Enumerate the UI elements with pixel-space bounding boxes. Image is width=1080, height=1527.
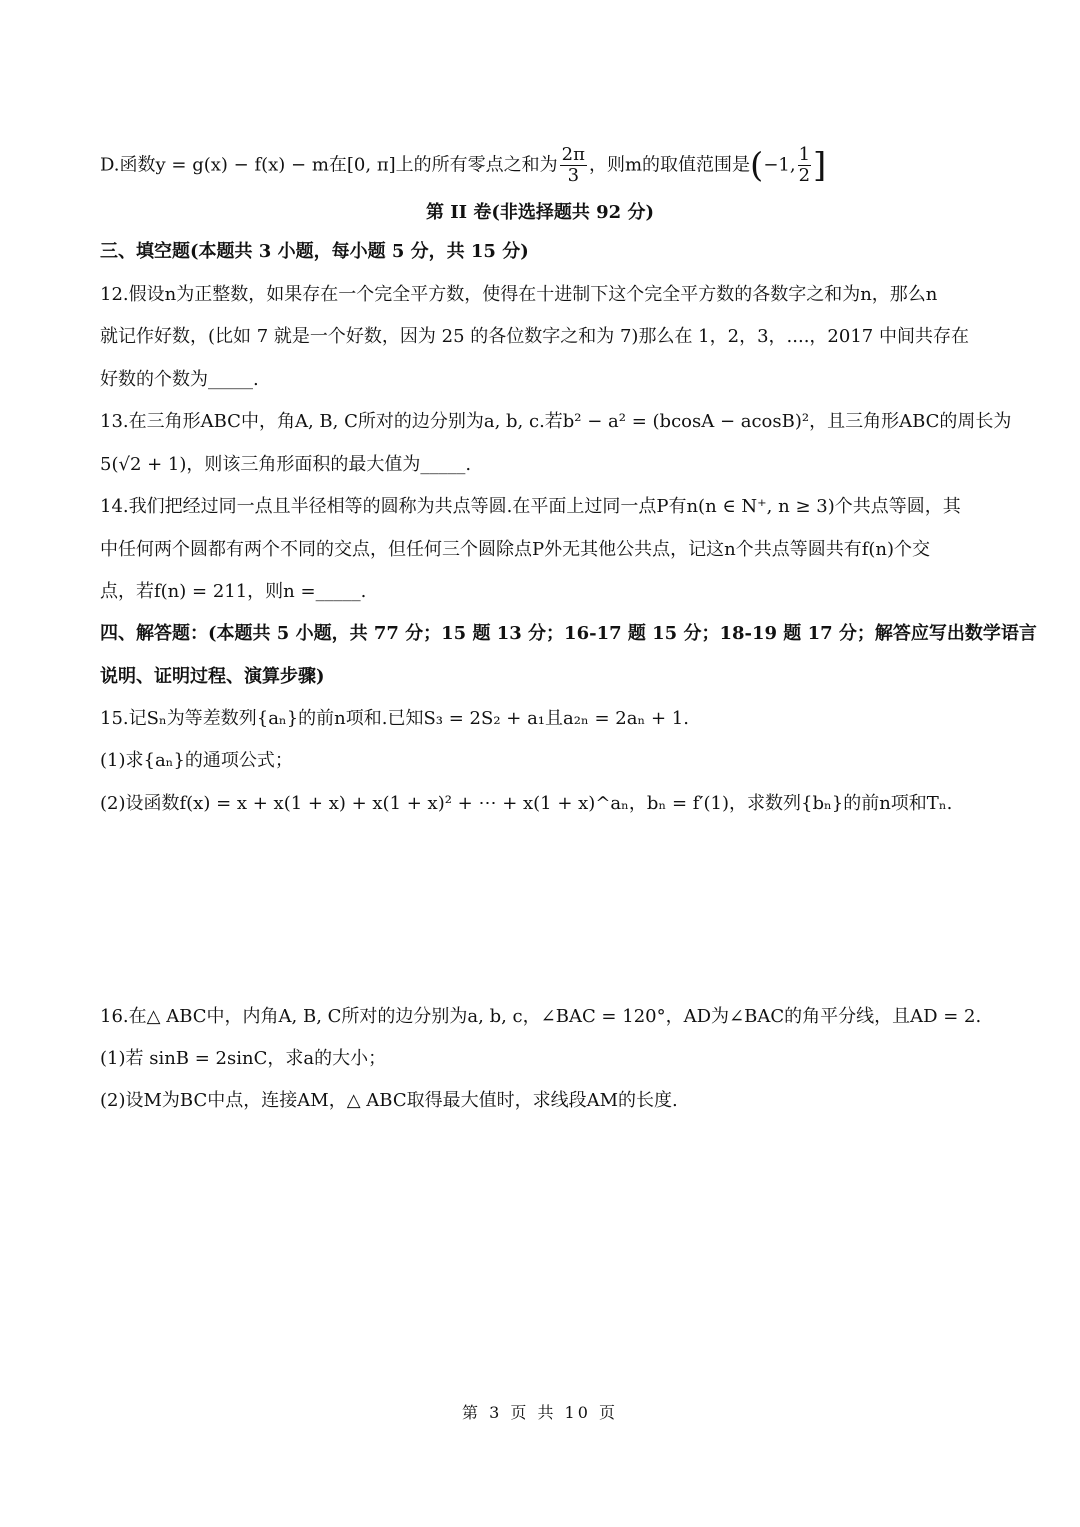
q12-line-2: 就记作好数，(比如 7 就是一个好数，因为 25 的各位数字之和为 7)那么在 1，2，3，....，2017 中间共存在 (100, 326, 969, 347)
part3-title: 三、填空题(本题共 3 小题，每小题 5 分，共 15 分) (100, 241, 529, 262)
q13-line-2: 5(√2 + 1)，则该三角形面积的最大值为_____. (100, 454, 472, 475)
fraction-2pi-3: $\frac{2\pi}{3}$ (561, 144, 585, 186)
q16-line-1: 16.在△ ABC中，内角A, B, C所对的边分别为a, b, c，∠BAC = 120°，AD为∠BAC的角平分线，且AD = 2. (100, 1006, 982, 1027)
range-start: −1, (763, 154, 796, 176)
option-d (100, 145, 985, 185)
section-title: 第 II 卷(非选择题共 92 分) (426, 202, 654, 223)
q14-line-1: 14.我们把经过同一点且半径相等的圆称为共点等圆.在平面上过同一点P有n(n ∈ N⁺, n ≥ 3)个共点等圆，其 (100, 496, 961, 517)
left-paren-icon: ( (750, 145, 764, 186)
part4-line-1: 四、解答题：(本题共 5 小题，共 77 分；15 题 13 分；16-17 题 15 分；18-19 题 17 分；解答应写出数学语言 (100, 623, 1037, 644)
part4-line-2: 说明、证明过程、演算步骤) (100, 666, 325, 687)
q15-line-3: (2)设函数f(x) = x + x(1 + x) + x(1 + x)² + ⋯ + x(1 + x)^aₙ，bₙ = f′(1)，求数列{bₙ}的前n项和Tₙ. (100, 793, 953, 814)
q12-line-1: 12.假设n为正整数，如果存在一个完全平方数，使得在十进制下这个完全平方数的各数字之和为n，那么n (100, 284, 938, 305)
q15-line-1: 15.记Sₙ为等差数列{aₙ}的前n项和.已知S₃ = 2S₂ + a₁且a₂ₙ = 2aₙ + 1. (100, 708, 689, 729)
q16-line-2: (1)若 sinB = 2sinC，求a的大小； (100, 1048, 387, 1069)
q15-line-2: (1)求{aₙ}的通项公式； (100, 750, 293, 771)
q14-line-2: 中任何两个圆都有两个不同的交点，但任何三个圆除点P外无其他公共点，记这n个共点等圆共有f(n)个交 (100, 539, 930, 560)
q16-line-3: (2)设M为BC中点，连接AM，△ ABC取得最大值时，求线段AM的长度. (100, 1090, 678, 1111)
q13-line-1: 13.在三角形ABC中，角A, B, C所对的边分别为a, b, c.若b² − a² = (bcosA − acosB)²，且三角形ABC的周长为 (100, 411, 1012, 432)
option-d-text-2: ，则m的取值范围是 (588, 154, 751, 176)
fraction-1-2: $\frac{1}{2}$ (798, 144, 811, 186)
q14-line-3: 点，若f(n) = 211，则n =_____. (100, 581, 367, 602)
page-footer: 第 3 页 共 10 页 (462, 1403, 618, 1422)
option-d-text: D.函数y = g(x) − f(x) − m在[0, π]上的所有零点之和为 (100, 154, 558, 176)
right-bracket-icon: ] (813, 145, 827, 186)
q12-line-3: 好数的个数为_____. (100, 369, 259, 390)
